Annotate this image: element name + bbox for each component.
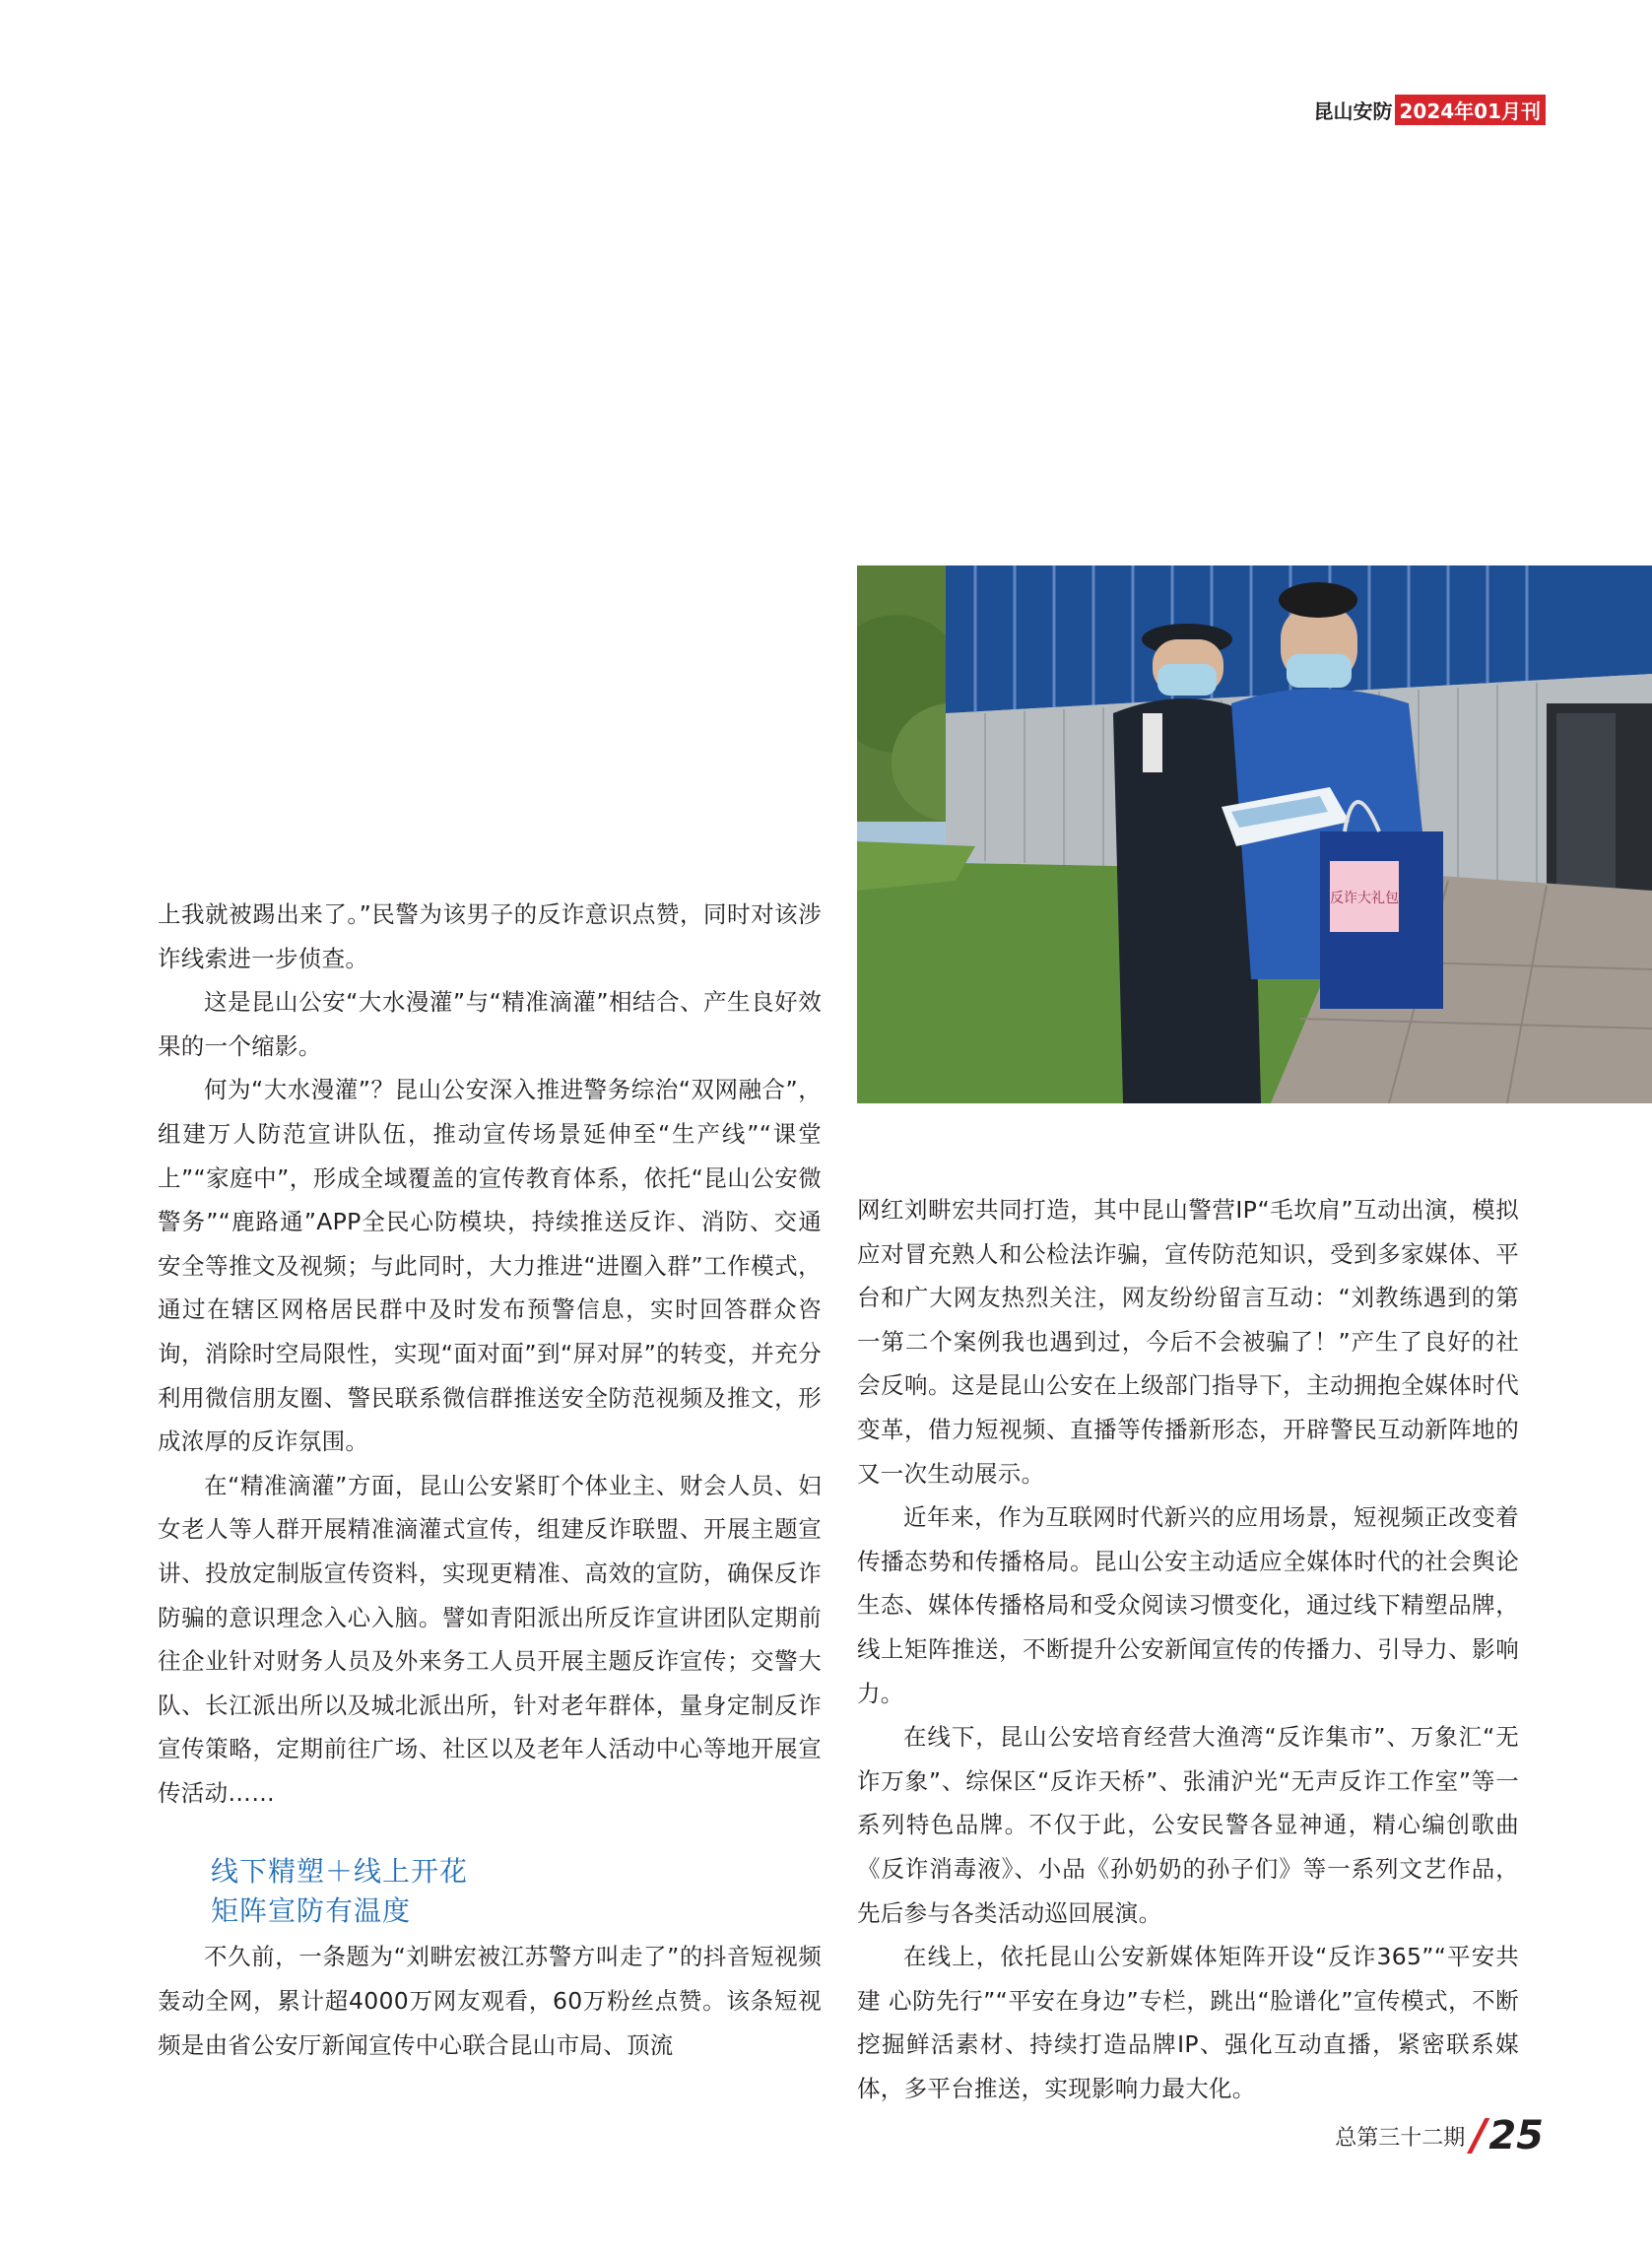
right-paragraph-1: 网红刘畊宏共同打造，其中昆山警营IP“毛坎肩”互动出演，模拟应对冒充熟人和公检法诈骗，宣传防范知识，受到多家媒体、平台和广大网友热烈关注，网友纷纷留言互动：“刘教练遇到的第一第二个案例我也遇到过，今后不会被骗了！”产生了良好的社会反响。这是昆山公安在上级部门指导下，主动拥抱全媒体时代变革，借力短视频、直播等传播新形态，开辟警民互动新阵地的又一次生动展示。 xyxy=(857,1196,1519,1488)
subheading-line-1: 线下精塑＋线上开花 xyxy=(211,1855,469,1889)
total-issue-label: 总第三十二期 xyxy=(1335,2126,1466,2151)
left-paragraph-2: 这是昆山公安“大水漫灌”与“精准滴灌”相结合、产生良好效果的一个缩影。 xyxy=(158,988,822,1060)
page-number: 25 xyxy=(1488,2113,1544,2158)
subheading-line-2: 矩阵宣防有温度 xyxy=(211,1894,412,1928)
slash-mark: / xyxy=(1471,2110,1487,2160)
page-footer xyxy=(1335,2110,1544,2160)
right-paragraph-4: 在线上，依托昆山公安新媒体矩阵开设“反诈365”“平安共建 心防先行”“平安在身边”专栏，跳出“脸谱化”宣传模式，不断挖掘鲜活素材、持续打造品牌IP、强化互动直播，紧密联系媒体，多平台推送，实现影响力最大化。 xyxy=(857,1943,1519,2102)
right-column xyxy=(857,1188,1519,2110)
left-paragraph-1: 上我就被踢出来了。”民警为该男子的反诈意识点赞，同时对该涉诈线索进一步侦查。 xyxy=(158,900,822,972)
article-photo xyxy=(857,565,1652,1103)
left-paragraph-5: 不久前，一条题为“刘畊宏被江苏警方叫走了”的抖音短视频轰动全网，累计超4000万网友观看，60万粉丝点赞。该条短视频是由省公安厅新闻宣传中心联合昆山市局、顶流 xyxy=(158,1943,822,2059)
magazine-name: 昆山安防 xyxy=(1313,100,1393,123)
left-paragraph-4: 在“精准滴灌”方面，昆山公安紧盯个体业主、财会人员、妇女老人等人群开展精准滴灌式宣传，组建反诈联盟、开展主题宣讲、投放定制版宣传资料，实现更精准、高效的宣防，确保反诈防骗的意识理念入心入脑。譬如青阳派出所反诈宣讲团队定期前往企业针对财务人员及外来务工人员开展主题反诈宣传；交警大队、长江派出所以及城北派出所，针对老年群体，量身定制反诈宣传策略，定期前往广场、社区以及老年人活动中心等地开展宣传活动…… xyxy=(158,1471,822,1807)
issue-badge: 2024年01月刊 xyxy=(1395,95,1547,125)
right-paragraph-3: 在线下，昆山公安培育经营大渔湾“反诈集市”、万象汇“无诈万象”、综保区“反诈天桥”、张浦沪光“无声反诈工作室”等一系列特色品牌。不仅于此，公安民警各显神通，精心编创歌曲《反诈消毒液》、小品《孙奶奶的孙子们》等一系列文艺作品，先后参与各类活动巡回展演。 xyxy=(857,1723,1519,1927)
left-column xyxy=(158,893,822,2067)
section-subheading xyxy=(211,1852,822,1931)
right-paragraph-2: 近年来，作为互联网时代新兴的应用场景，短视频正改变着传播态势和传播格局。昆山公安主动适应全媒体时代的社会舆论生态、媒体传播格局和受众阅读习惯变化，通过线下精塑品牌，线上矩阵推送，不断提升公安新闻宣传的传播力、引导力、影响力。 xyxy=(857,1503,1519,1707)
page-header xyxy=(1314,95,1547,125)
bag-label: 反诈大礼包 xyxy=(1330,891,1399,906)
left-paragraph-3: 何为“大水漫灌”？昆山公安深入推进警务综治“双网融合”，组建万人防范宣讲队伍，推动宣传场景延伸至“生产线”“课堂上”“家庭中”，形成全域覆盖的宣传教育体系，依托“昆山公安微警务”“鹿路通”APP全民心防模块，持续推送反诈、消防、交通安全等推文及视频；与此同时，大力推进“进圈入群”工作模式，通过在辖区网格居民群中及时发布预警信息，实时回答群众咨询，消除时空局限性，实现“面对面”到“屏对屏”的转变，并充分利用微信朋友圈、警民联系微信群推送安全防范视频及推文，形成浓厚的反诈氛围。 xyxy=(158,1076,822,1456)
